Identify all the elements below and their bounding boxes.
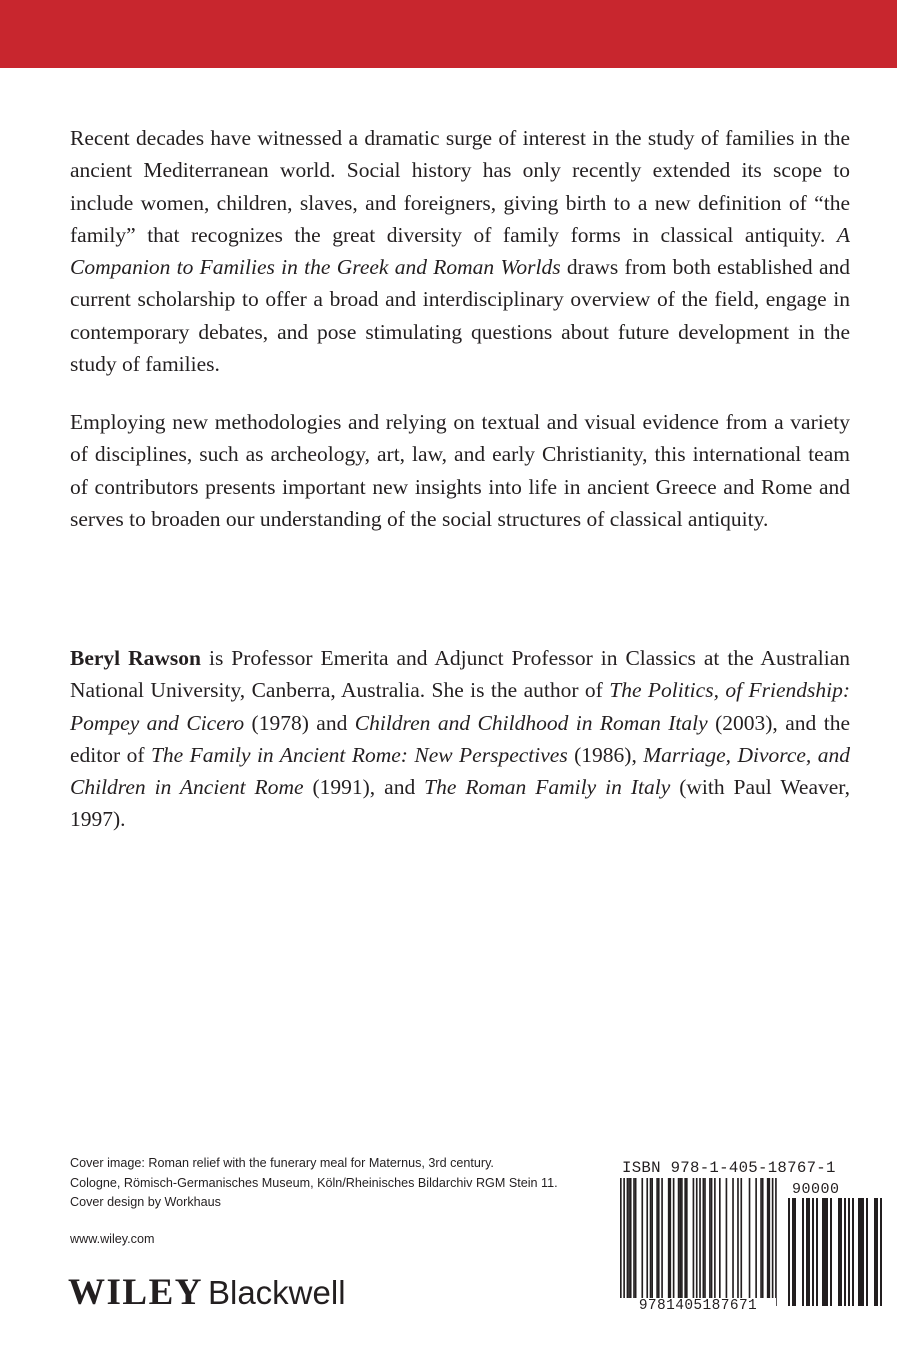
addon-bar bbox=[852, 1198, 854, 1306]
addon-bar bbox=[838, 1198, 840, 1306]
credit-line: Cover image: Roman relief with the funerary meal for Maternus, 3rd century. bbox=[70, 1156, 494, 1170]
addon-bar bbox=[816, 1198, 818, 1306]
addon-bar bbox=[824, 1198, 826, 1306]
barcode-bar bbox=[673, 1178, 675, 1298]
price-code: 90000 bbox=[792, 1181, 840, 1198]
barcode-bar bbox=[767, 1178, 769, 1298]
barcode-bar bbox=[755, 1178, 757, 1298]
barcode-bar bbox=[709, 1178, 711, 1298]
barcode-bar bbox=[703, 1178, 705, 1298]
addon-bar bbox=[826, 1198, 828, 1306]
addon-bar bbox=[808, 1198, 810, 1306]
book-title-italic: The Roman Family in Italy bbox=[424, 775, 671, 800]
publisher-website[interactable]: www.wiley.com bbox=[70, 1232, 155, 1246]
addon-bar bbox=[866, 1198, 868, 1306]
barcode-bar bbox=[686, 1178, 688, 1298]
barcode-bar bbox=[627, 1178, 629, 1298]
top-color-band bbox=[0, 0, 897, 68]
bio-text: is Professor Emerita and Adjunct Professor in Classics at the Australian National University, Canberra, Australia. She is the author of bbox=[70, 646, 850, 703]
barcode-bar bbox=[737, 1178, 739, 1298]
description-text: Recent decades have witnessed a dramatic surge of interest in the study of families in the ancient Mediterranean world. Social history has only recently extended its scope to include women, children, slaves, and foreigners, giving birth to a new definition of “the family” that recognizes the great diversity of family forms in classical antiquity. bbox=[70, 126, 850, 247]
addon-bar bbox=[876, 1198, 878, 1306]
bio-text: (with Paul Weaver, 1997). bbox=[70, 775, 850, 832]
wiley-wordmark: WILEY bbox=[68, 1272, 203, 1313]
barcode-bar bbox=[769, 1178, 771, 1298]
barcode-bar bbox=[696, 1178, 698, 1306]
book-title-italic: Children and Childhood in Roman Italy bbox=[354, 710, 708, 735]
addon-bar bbox=[874, 1198, 876, 1306]
barcode-bar bbox=[623, 1178, 625, 1306]
barcode-bar bbox=[668, 1178, 670, 1298]
barcode-bar bbox=[633, 1178, 635, 1298]
barcode-bar bbox=[681, 1178, 683, 1298]
cover-credits bbox=[70, 1154, 558, 1213]
isbn-barcode-block bbox=[620, 1158, 897, 1318]
addon-bar bbox=[792, 1198, 794, 1306]
addon-bar bbox=[880, 1198, 882, 1306]
barcode-bar bbox=[714, 1178, 716, 1298]
addon-bar bbox=[794, 1198, 796, 1306]
barcode-bar bbox=[670, 1178, 672, 1298]
barcode-bar bbox=[749, 1178, 751, 1298]
addon-bar bbox=[788, 1198, 790, 1306]
barcode-bar bbox=[658, 1178, 660, 1298]
author-bio bbox=[70, 642, 850, 836]
bio-text: (1986), bbox=[567, 742, 644, 767]
addon-bar bbox=[802, 1198, 804, 1306]
addon-bar bbox=[860, 1198, 862, 1306]
isbn-label: ISBN 978-1-405-18767-1 bbox=[622, 1159, 836, 1177]
book-title-italic: A Companion to Families in the Greek and Roman Worlds bbox=[70, 222, 850, 280]
book-title-italic: The Family in Ancient Rome: New Perspectives bbox=[150, 742, 568, 767]
publisher-logo bbox=[68, 1271, 346, 1315]
barcode-bar bbox=[762, 1178, 764, 1298]
addon-bar bbox=[848, 1198, 850, 1306]
book-title-italic: The Politics, of Friendship: Pompey and Cicero bbox=[70, 678, 850, 735]
barcode-bar bbox=[740, 1178, 742, 1298]
bio-text: (1978) and bbox=[244, 710, 355, 735]
barcode-bar bbox=[651, 1178, 653, 1298]
addon-bar bbox=[844, 1198, 846, 1306]
bio-text: (2003), and the editor of bbox=[70, 710, 850, 767]
bio-text: (1991), and bbox=[303, 775, 425, 800]
barcode-bar bbox=[630, 1178, 632, 1298]
addon-bar bbox=[862, 1198, 864, 1306]
credit-line: Cover design by Workhaus bbox=[70, 1195, 221, 1209]
barcode-bar bbox=[719, 1178, 721, 1298]
barcode-bar bbox=[678, 1178, 680, 1298]
description-paragraph-2: Employing new methodologies and relying on textual and visual evidence from a variety of disciplines, such as archeology, art, law, and early Christianity, this international team of contributors presents important new insights into life in ancient Greece and Rome and serves to broaden our understanding of the social structures of classical antiquity. bbox=[70, 410, 850, 531]
barcode-bar bbox=[628, 1178, 630, 1298]
barcode-bar bbox=[732, 1178, 734, 1298]
barcode-bar bbox=[646, 1178, 648, 1298]
barcode-bar bbox=[760, 1178, 762, 1298]
barcode-bar bbox=[679, 1178, 681, 1298]
description-text: draws from both established and current scholarship to offer a broad and interdisciplinary overview of the field, engage in contemporary debates, and pose stimulating questions about future development in the study of families. bbox=[70, 255, 850, 377]
addon-bar bbox=[812, 1198, 814, 1306]
barcode-bar bbox=[693, 1178, 695, 1298]
barcode-bar bbox=[620, 1178, 622, 1306]
barcode-bar bbox=[726, 1178, 728, 1298]
barcode-bar bbox=[635, 1178, 637, 1298]
barcode-digits: 9781405187671 bbox=[620, 1298, 776, 1314]
barcode-bar bbox=[775, 1178, 777, 1306]
addon-bar bbox=[830, 1198, 832, 1306]
blackwell-wordmark: Blackwell bbox=[207, 1274, 346, 1311]
author-name: Beryl Rawson bbox=[70, 646, 201, 670]
barcode-bar bbox=[699, 1178, 701, 1306]
barcode-bar bbox=[661, 1178, 663, 1298]
barcode-bar bbox=[656, 1178, 658, 1298]
barcode-bar bbox=[704, 1178, 706, 1298]
barcode-bar bbox=[650, 1178, 652, 1298]
barcode-bar bbox=[641, 1178, 643, 1298]
addon-bar bbox=[840, 1198, 842, 1306]
addon-bar bbox=[822, 1198, 824, 1306]
description-paragraph-1 bbox=[70, 122, 850, 380]
barcode-bar bbox=[684, 1178, 686, 1298]
barcode-bar bbox=[711, 1178, 713, 1298]
book-title-italic: Marriage, Divorce, and Children in Ancient Rome bbox=[70, 742, 850, 800]
addon-bar bbox=[806, 1198, 808, 1306]
barcode-bar bbox=[772, 1178, 774, 1306]
ean-barcode bbox=[620, 1178, 780, 1316]
addon-bar bbox=[858, 1198, 860, 1306]
credit-line: Cologne, Römisch-Germanisches Museum, Köln/Rheinisches Bildarchiv RGM Stein 11. bbox=[70, 1175, 558, 1190]
